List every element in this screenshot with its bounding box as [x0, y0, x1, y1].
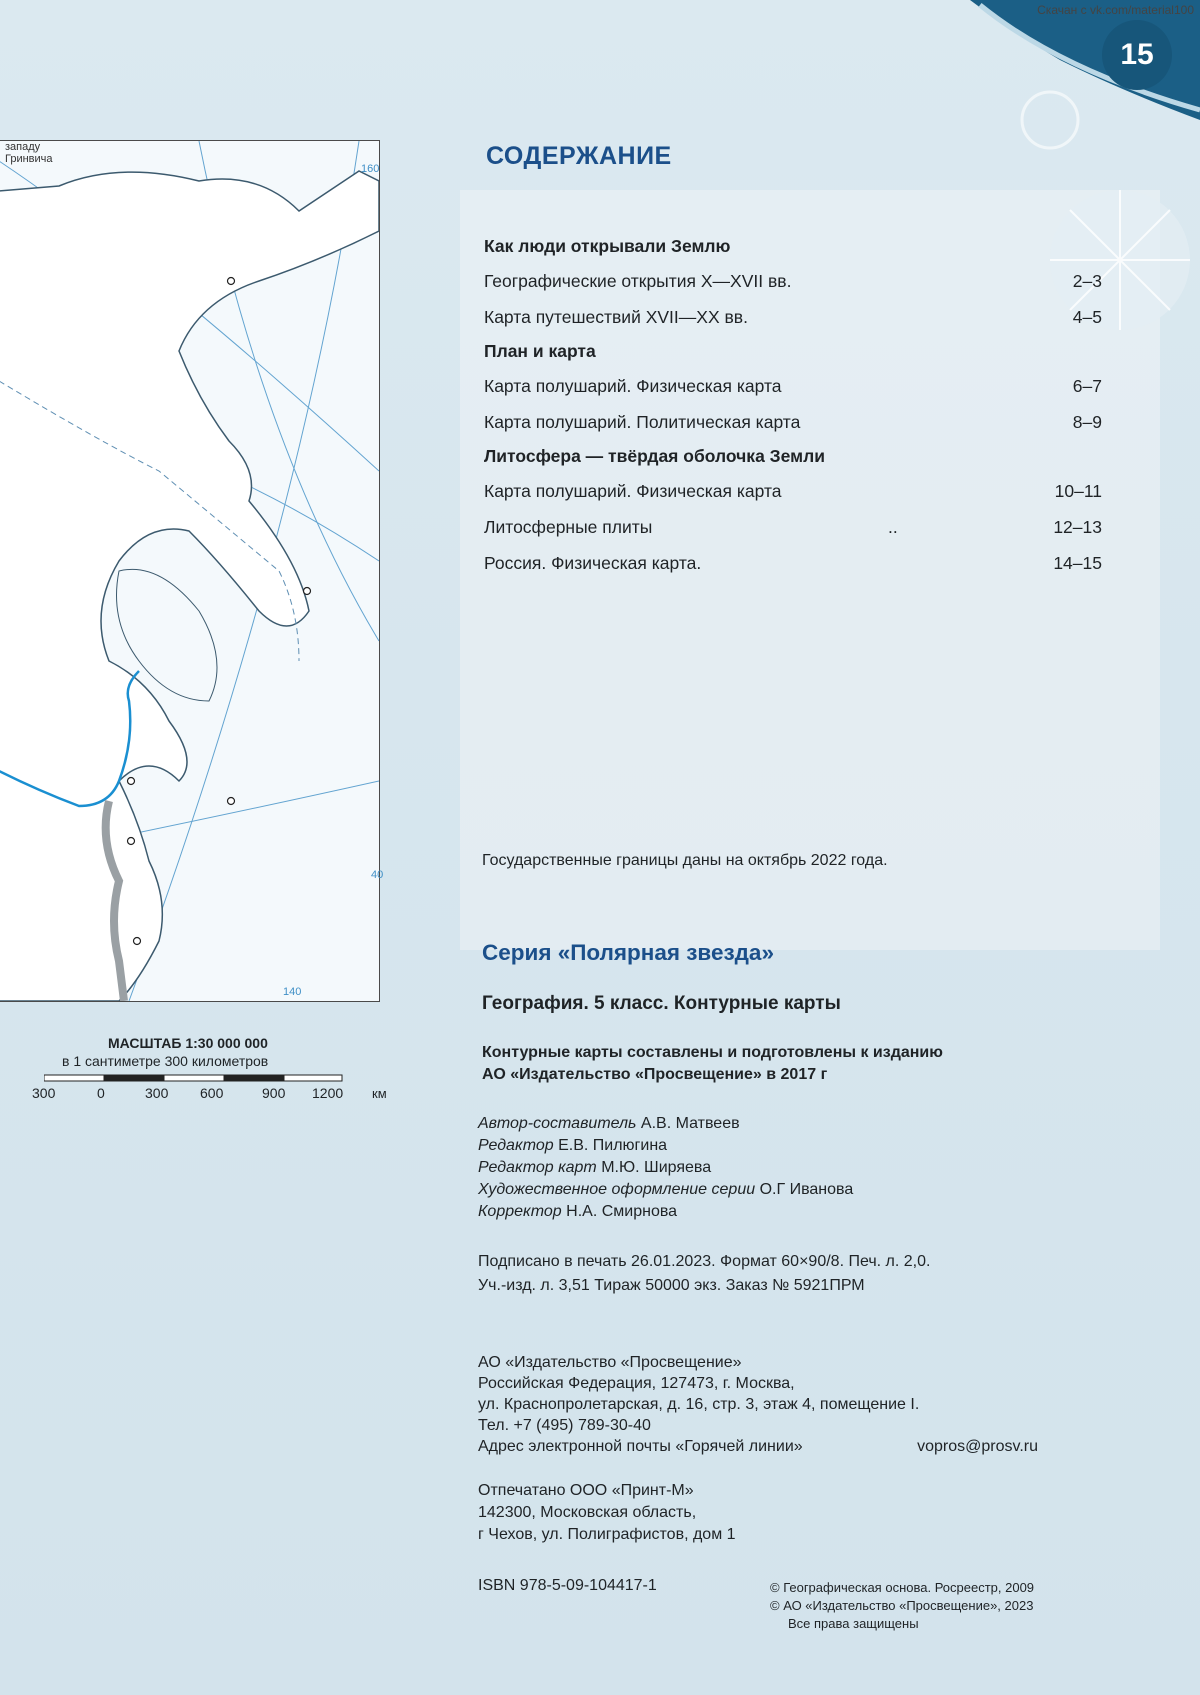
scale-tick: 300 — [145, 1085, 169, 1101]
print-line: Уч.-изд. л. 3,51 Тираж 50000 экз. Заказ № 5921ПРМ — [478, 1277, 865, 1294]
hotline-email-label: Адрес электронной почты «Горячей линии» — [478, 1438, 803, 1455]
printer-line: 142300, Московская область, — [478, 1504, 697, 1521]
credit-name: А.В. Матвеев — [640, 1115, 740, 1132]
scale-tick: 0 — [97, 1085, 105, 1101]
toc-item[interactable] — [484, 368, 1102, 404]
credit-name: О.Г Иванова — [759, 1181, 854, 1198]
printer-line: Отпечатано ООО «Принт-М» — [478, 1482, 694, 1499]
west-label-1: западу — [5, 141, 41, 153]
west-label-2: Гринвича — [5, 153, 53, 165]
copyright-line: © Географическая основа. Росреестр, 2009 — [770, 1580, 1035, 1595]
toc-section-heading: Литосфера — твёрдая оболочка Земли — [484, 446, 825, 466]
hotline-email-row — [478, 1436, 1038, 1457]
printer-line: г Чехов, ул. Полиграфистов, дом 1 — [478, 1526, 736, 1543]
toc-section-heading: План и карта — [484, 341, 596, 361]
scale-subtitle: в 1 сантиметре 300 километров — [62, 1053, 269, 1069]
scale-tick: 1200 — [312, 1085, 344, 1101]
credit-row — [478, 1135, 853, 1157]
credit-row — [478, 1179, 853, 1201]
toc-item-pages: 2–3 — [1072, 271, 1102, 291]
publisher-line: ул. Краснопролетарская, д. 16, стр. 3, этаж 4, помещение I. — [478, 1396, 920, 1413]
series-title: Серия «Полярная звезда» — [482, 940, 774, 965]
print-line: Подписано в печать 26.01.2023. Формат 60×90/8. Печ. л. 2,0. — [478, 1253, 931, 1270]
credit-name: Е.В. Пилюгина — [558, 1137, 668, 1154]
meridian-label-top: 160 — [361, 163, 380, 175]
isbn: ISBN 978-5-09-104417-1 — [478, 1577, 657, 1594]
publisher-line: Тел. +7 (495) 789-30-40 — [478, 1417, 651, 1434]
copyright-line: Все права защищены — [788, 1616, 919, 1631]
credit-role: Художественное оформление серии — [478, 1181, 756, 1198]
credit-role: Корректор — [478, 1203, 562, 1220]
toc-item-label: Карта полушарий. Политическая карта — [484, 412, 801, 432]
contents-title: СОДЕРЖАНИЕ — [486, 142, 672, 170]
scale-bar — [44, 1073, 344, 1085]
scale-title: МАСШТАБ 1:30 000 000 — [108, 1035, 268, 1051]
publisher-line: АО «Издательство «Просвещение» — [478, 1354, 742, 1371]
scale-tick: 600 — [200, 1085, 224, 1101]
parallel-label: 40 — [371, 869, 384, 881]
print-info — [478, 1250, 930, 1298]
credit-row — [478, 1113, 853, 1135]
toc-item-label: Географические открытия X—XVII вв. — [484, 271, 792, 291]
toc-item[interactable] — [484, 299, 1102, 335]
copyright-line: © АО «Издательство «Просвещение», 2023 — [770, 1598, 1034, 1613]
toc-item-pages: 8–9 — [1072, 412, 1102, 432]
toc-item[interactable] — [484, 404, 1102, 440]
printer-info — [478, 1480, 736, 1546]
credit-name: Н.А. Смирнова — [566, 1203, 678, 1220]
scale-unit: км — [372, 1086, 387, 1101]
credit-row — [478, 1201, 853, 1223]
compiled-line: АО «Издательство «Просвещение» в 2017 г — [482, 1066, 828, 1083]
credit-name: М.Ю. Ширяева — [601, 1159, 712, 1176]
scale-tick: 900 — [262, 1085, 286, 1101]
credit-row — [478, 1157, 853, 1179]
borders-note: Государственные границы даны на октябрь 2022 года. — [482, 852, 888, 869]
download-watermark: Скачан с vk.com/material100 — [1037, 3, 1194, 17]
copyright-notice — [770, 1579, 1034, 1633]
toc-item[interactable] — [484, 545, 1102, 581]
credit-role: Автор-составитель — [478, 1115, 637, 1132]
credit-role: Редактор карт — [478, 1159, 597, 1176]
publisher-info — [478, 1352, 1038, 1457]
toc-item[interactable] — [484, 473, 1102, 509]
toc-item-label: Карта путешествий XVII—XX вв. — [484, 307, 748, 327]
toc-item-pages: 6–7 — [1072, 376, 1102, 396]
contour-map — [0, 140, 384, 1002]
toc-item-pages: 4–5 — [1072, 307, 1102, 327]
toc-item-pages: 12–13 — [1053, 517, 1102, 537]
toc-item-label: Литосферные плиты — [484, 517, 653, 537]
scale-tick: 300 — [32, 1085, 56, 1101]
toc-item-pages: 14–15 — [1053, 553, 1102, 573]
toc-item-pages: 10–11 — [1054, 481, 1102, 501]
credit-role: Редактор — [478, 1137, 554, 1154]
toc-item[interactable] — [484, 263, 1102, 299]
toc-item-label: Карта полушарий. Физическая карта — [484, 481, 782, 501]
meridian-label-bottom: 140 — [283, 986, 302, 998]
toc-item-dots: .. — [888, 517, 898, 537]
publisher-line: Российская Федерация, 127473, г. Москва, — [478, 1375, 795, 1392]
page-number-badge: 15 — [1102, 20, 1172, 90]
toc-item-label: Карта полушарий. Физическая карта — [484, 376, 782, 396]
toc-section-heading: Как люди открывали Землю — [484, 236, 731, 256]
book-title: География. 5 класс. Контурные карты — [482, 993, 841, 1014]
toc-item[interactable] — [484, 509, 1102, 545]
compiled-note — [482, 1042, 943, 1086]
compiled-line: Контурные карты составлены и подготовлены к изданию — [482, 1044, 943, 1061]
map-drawing — [0, 141, 379, 1001]
table-of-contents — [484, 230, 1102, 581]
hotline-email-address[interactable]: vopros@prosv.ru — [917, 1438, 1038, 1455]
credits — [478, 1113, 853, 1223]
toc-item-label: Россия. Физическая карта. — [484, 553, 702, 573]
